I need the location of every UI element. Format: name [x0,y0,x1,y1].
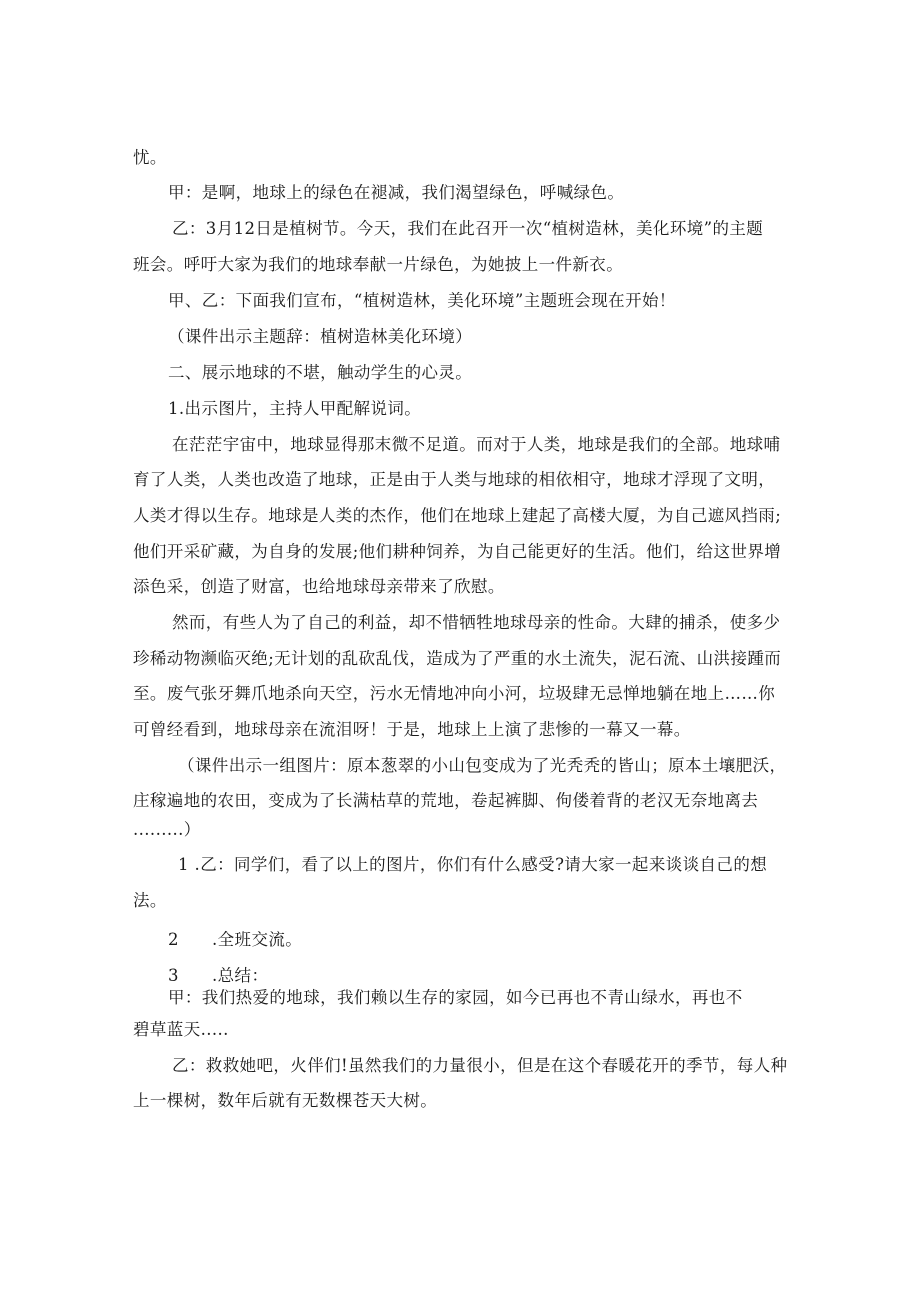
list-item-text: .全班交流。 [212,930,303,949]
text-line: 上一棵树，数年后就有无数棵苍天大树。 [133,1091,438,1110]
text-line: 珍稀动物濒临灭绝;无计划的乱砍乱伐，造成为了严重的水土流失，泥石流、山洪接踵而 [133,649,782,668]
section-heading: 二、展示地球的不堪，触动学生的心灵。 [168,363,473,382]
text-line: 育了人类，人类也改造了地球，正是由于人类与地球的相依相守，地球才浮现了文明， [133,470,776,489]
text-line: 忧。 [133,148,167,167]
text-line: 甲：我们热爱的地球，我们赖以生存的家园，如今已再也不青山绿水，再也不 [168,988,743,1007]
text-line: 乙：救救她吧，火伴们!虽然我们的力量很小，但是在这个春暖花开的季节，每人种 [172,1056,788,1075]
text-line: 甲：是啊，地球上的绿色在褪减，我们渴望绿色，呼喊绿色。 [168,183,625,202]
text-line: （课件出示主题辞：植树造林美化环境） [168,327,473,346]
text-line: （课件出示一组图片：原本葱翠的小山包变成为了光秃秃的皆山；原本土壤肥沃， [178,756,787,775]
text-line: 碧草蓝天..... [133,1020,229,1039]
list-item-text: .总结： [212,966,269,985]
list-item [168,966,828,986]
text-line: .........） [133,820,201,839]
text-line: 人类才得以生存。地球是人类的杰作，他们在地球上建起了高楼大厦，为自己遮风挡雨; [133,506,782,525]
list-number: 3 [168,966,179,985]
text-line: 然而，有些人为了自己的利益，却不惜牺牲地球母亲的性命。大肆的捕杀，使多少 [172,613,781,632]
text-line: 至。废气张牙舞爪地杀向天空，污水无情地冲向小河，垃圾肆无忌惮地躺在地上……你 [133,684,776,703]
text-line: 法。 [133,891,167,910]
text-line: 乙：3月12日是植树节。今天，我们在此召开一次“植树造林，美化环境”的主题 [172,219,764,238]
text-line: 甲、乙：下面我们宣布，“植树造林，美化环境”主题班会现在开始！ [168,291,676,310]
list-number: 2 [168,930,179,949]
text-line: 可曾经看到，地球母亲在流泪呀！于是，地球上上演了悲惨的一幕又一幕。 [133,720,691,739]
list-item [168,930,828,950]
text-line: 他们开采矿藏，为自身的发展;他们耕种饲养，为自己能更好的生活。他们，给这世界增 [133,542,782,561]
text-line: 1.出示图片，主持人甲配解说词。 [168,399,422,418]
text-line: 添色采，创造了财富，也给地球母亲带来了欣慰。 [133,577,505,596]
text-line: 庄稼遍地的农田，变成为了长满枯草的荒地，卷起裤脚、佝偻着背的老汉无奈地离去 [133,791,759,810]
text-line: 在茫茫宇宙中，地球显得那末微不足道。而对于人类，地球是我们的全部。地球哺 [172,435,781,454]
text-line: 1 .乙：同学们，看了以上的图片，你们有什么感受?请大家一起来谈谈自己的想 [178,855,768,874]
text-line: 班会。呼吁大家为我们的地球奉献一片绿色，为她披上一件新衣。 [133,255,624,274]
